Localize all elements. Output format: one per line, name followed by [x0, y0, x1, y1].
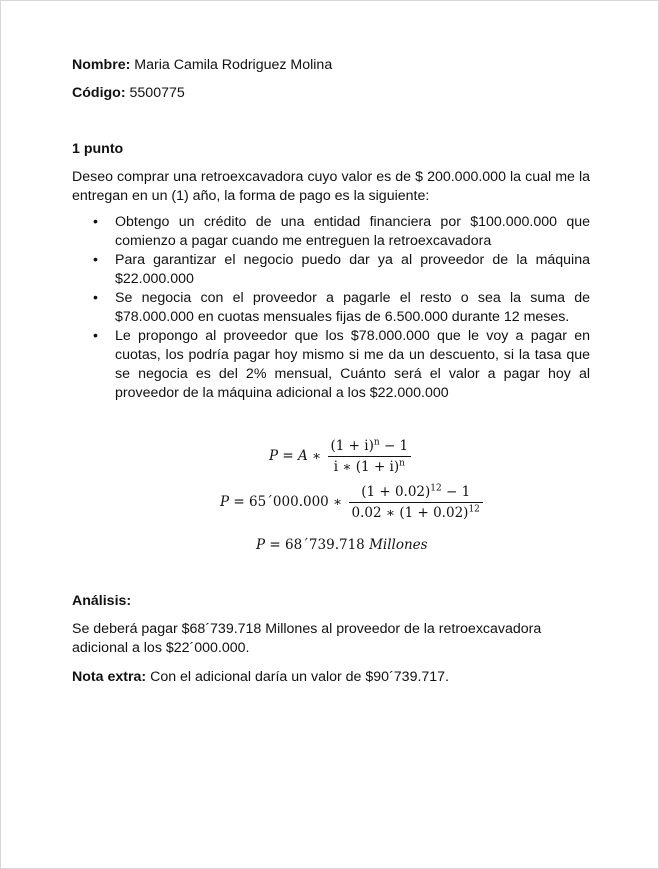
- intro-paragraph: Deseo comprar una retroexcavadora cuyo valor es de $ 200.000.000 la cual me la entregan en un (1) año, la forma de pago es la siguiente:: [72, 169, 590, 204]
- analysis-paragraph: Se deberá pagar $68´739.718 Millones al proveedor de la retroexcavadora adicional a los $22´000.000.: [72, 621, 542, 656]
- formula-2-fraction: [349, 484, 483, 521]
- code-value: 5500775: [129, 85, 185, 101]
- formula-2-coef: 65´000.000: [249, 494, 329, 510]
- code-label: Código:: [72, 85, 126, 101]
- formula-1-denominator: i ∗ $(1 + i)^n$: [333, 458, 405, 475]
- formula-1-A: A: [298, 448, 308, 464]
- list-item: • Le propongo al proveedor que los $78.000.000 que le voy a pagar en cuotas, los podría pagar hoy mismo si me da un descuento, si la tasa que se negocia es del 2% mensual, Cuánto será el valor a pagar hoy al proveedor de la máquina adicional a los $22.000.000: [72, 327, 590, 403]
- formula-2-numerator: $(1 + 0.02)^{12} - 1$: [349, 484, 483, 503]
- name-label: Nombre:: [72, 57, 131, 73]
- extra-note-text: Con el adicional daría un valor de $90´739.717.: [150, 669, 450, 685]
- formula-1-numerator: $(1 + i)^n - 1$: [328, 438, 412, 457]
- formula-3-unit: Millones: [369, 537, 428, 553]
- formula-general: P = A ∗ $\frac{(1 + i)^n - 1}{i ∗ (1 + i)^n}$: [269, 438, 413, 475]
- formula-3-value: 68´739.718: [285, 537, 365, 553]
- list-item: • Se negocia con el proveedor a pagarle el resto o sea la suma de $78.000.000 en cuotas mensuales fijas de 6.500.000 durante 12 meses.: [72, 289, 590, 327]
- payment-list: [72, 213, 590, 403]
- formula-1-lhs: P: [269, 448, 279, 464]
- formula-3-lhs: P: [256, 537, 266, 553]
- name-line: [72, 56, 590, 75]
- formula-substituted: P = 65´000.000 ∗ $\frac{(1 + 0.02)^{12} - 1}{0.02 ∗ (1 + 0.02)^{12}}$: [220, 484, 485, 521]
- section-title: 1 punto: [72, 141, 124, 157]
- list-item: • Obtengo un crédito de una entidad financiera por $100.000.000 que comienzo a pagar cuando me entreguen la retroexcavadora: [72, 213, 590, 251]
- extra-note-label: Nota extra:: [72, 669, 147, 685]
- analysis-title: Análisis:: [72, 593, 132, 609]
- formula-2-denominator: 0.02 ∗ $(1 + 0.02)^{12}$: [351, 504, 480, 521]
- name-value: Maria Camila Rodriguez Molina: [134, 57, 333, 73]
- list-item: • Para garantizar el negocio puedo dar ya al proveedor de la máquina $22.000.000: [72, 251, 590, 289]
- formula-2-lhs: P: [220, 494, 230, 510]
- extra-note: [72, 668, 590, 687]
- code-line: [72, 84, 590, 103]
- formula-1-fraction: [328, 438, 412, 475]
- formula-result: P = 68´739.718 Millones: [256, 537, 428, 553]
